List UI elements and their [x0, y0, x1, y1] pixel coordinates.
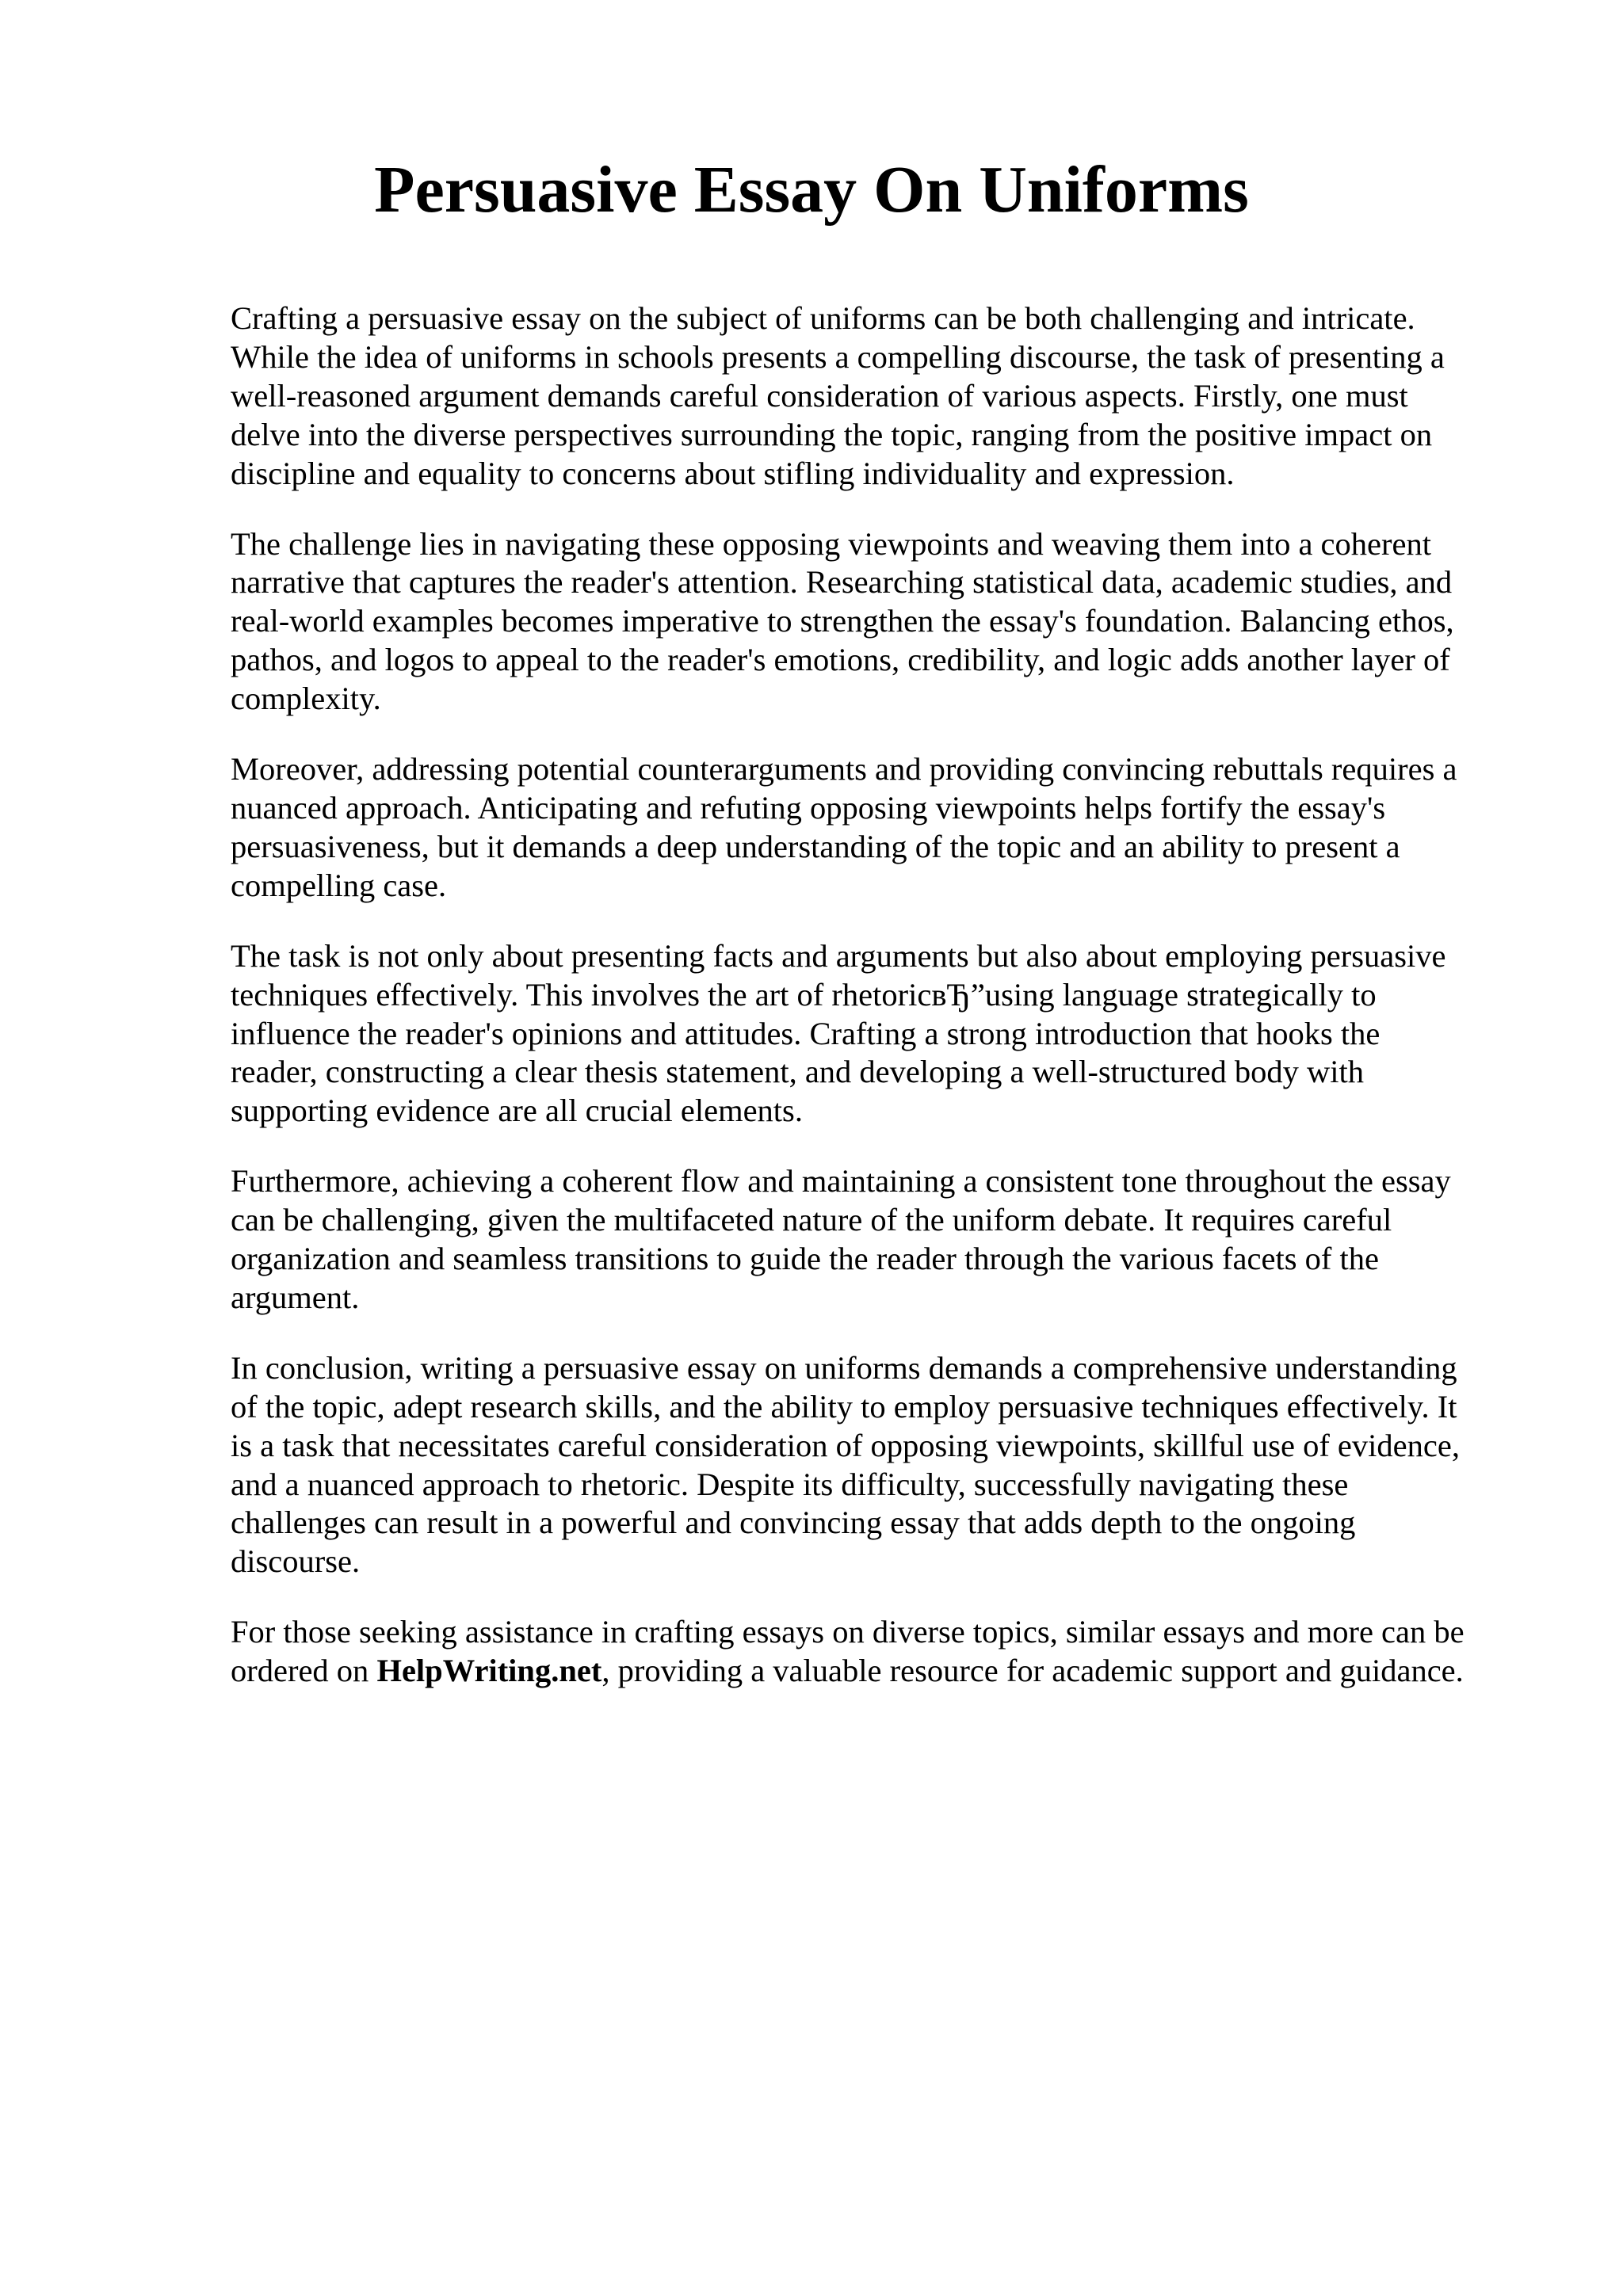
text-line: persuasiveness, but it demands a deep understanding of the topic and an ability to present a	[231, 828, 1400, 864]
text-line	[231, 1652, 1514, 1691]
paragraph-1	[231, 299, 1514, 494]
text-line: delve into the diverse perspectives surrounding the topic, ranging from the positive impact on	[231, 416, 1433, 452]
text-line: pathos, and logos to appeal to the reader's emotions, credibility, and logic adds another layer of	[231, 642, 1450, 678]
text-line: complexity.	[231, 681, 381, 717]
text-line: organization and seamless transitions to guide the reader through the various facets of the	[231, 1241, 1379, 1277]
text-line: The task is not only about presenting facts and arguments but also about employing persuasive	[231, 937, 1446, 974]
text-line: of the topic, adept research skills, and the ability to employ persuasive techniques effectively. It	[231, 1388, 1457, 1425]
text-line: techniques effectively. This involves the art of rhetoricвЂ”using language strategically to	[231, 976, 1377, 1013]
text-line: nuanced approach. Anticipating and refuting opposing viewpoints helps fortify the essay's	[231, 789, 1386, 826]
paragraph-4	[231, 937, 1514, 1131]
paragraph-2	[231, 525, 1514, 719]
closing-paragraph	[231, 1613, 1514, 1691]
text-line: reader, constructing a clear thesis statement, and developing a well-structured body with	[231, 1054, 1365, 1090]
text-line: challenges can result in a powerful and convincing essay that adds depth to the ongoing	[231, 1505, 1356, 1541]
text-line: Moreover, addressing potential counterarguments and providing convincing rebuttals requires a	[231, 751, 1457, 788]
text-line: supporting evidence are all crucial elements.	[231, 1093, 803, 1129]
text-line: and a nuanced approach to rhetoric. Despite its difficulty, successfully navigating these	[231, 1466, 1349, 1502]
page-title: Persuasive Essay On Uniforms	[374, 153, 1249, 227]
paragraph-6	[231, 1349, 1514, 1581]
text-line: compelling case.	[231, 867, 447, 903]
text-line: real-world examples becomes imperative to strengthen the essay's foundation. Balancing ethos,	[231, 603, 1454, 639]
paragraph-3	[231, 750, 1514, 906]
text-line: Crafting a persuasive essay on the subject of uniforms can be both challenging and intricate.	[231, 300, 1415, 336]
text-line: influence the reader's opinions and attitudes. Crafting a strong introduction that hooks the	[231, 1015, 1381, 1051]
text-line: The challenge lies in navigating these opposing viewpoints and weaving them into a coherent	[231, 525, 1431, 562]
text-line: argument.	[231, 1279, 360, 1315]
text-line: While the idea of uniforms in schools presents a compelling discourse, the task of presenting a	[231, 338, 1445, 375]
closing-suffix: , providing a valuable resource for academic support and guidance.	[601, 1653, 1464, 1689]
text-line: well-reasoned argument demands careful consideration of various aspects. Firstly, one must	[231, 377, 1408, 414]
closing-prefix: ordered on	[231, 1653, 377, 1689]
paragraph-5	[231, 1162, 1514, 1318]
text-line: narrative that captures the reader's attention. Researching statistical data, academic studies, and	[231, 564, 1453, 601]
text-line: discipline and equality to concerns about stifling individuality and expression.	[231, 455, 1235, 491]
text-line: Furthermore, achieving a coherent flow and maintaining a consistent tone throughout the essay	[231, 1163, 1451, 1199]
text-line: In conclusion, writing a persuasive essay on uniforms demands a comprehensive understanding	[231, 1349, 1457, 1386]
essay-body	[231, 299, 1514, 1722]
brand-name: HelpWriting.net	[376, 1653, 602, 1689]
text-line: is a task that necessitates careful consideration of opposing viewpoints, skillful use of evidence,	[231, 1427, 1460, 1463]
text-line: can be challenging, given the multifaceted nature of the uniform debate. It requires careful	[231, 1202, 1392, 1238]
text-line: discourse.	[231, 1543, 361, 1580]
text-line: For those seeking assistance in crafting essays on diverse topics, similar essays and more can be	[231, 1614, 1465, 1650]
